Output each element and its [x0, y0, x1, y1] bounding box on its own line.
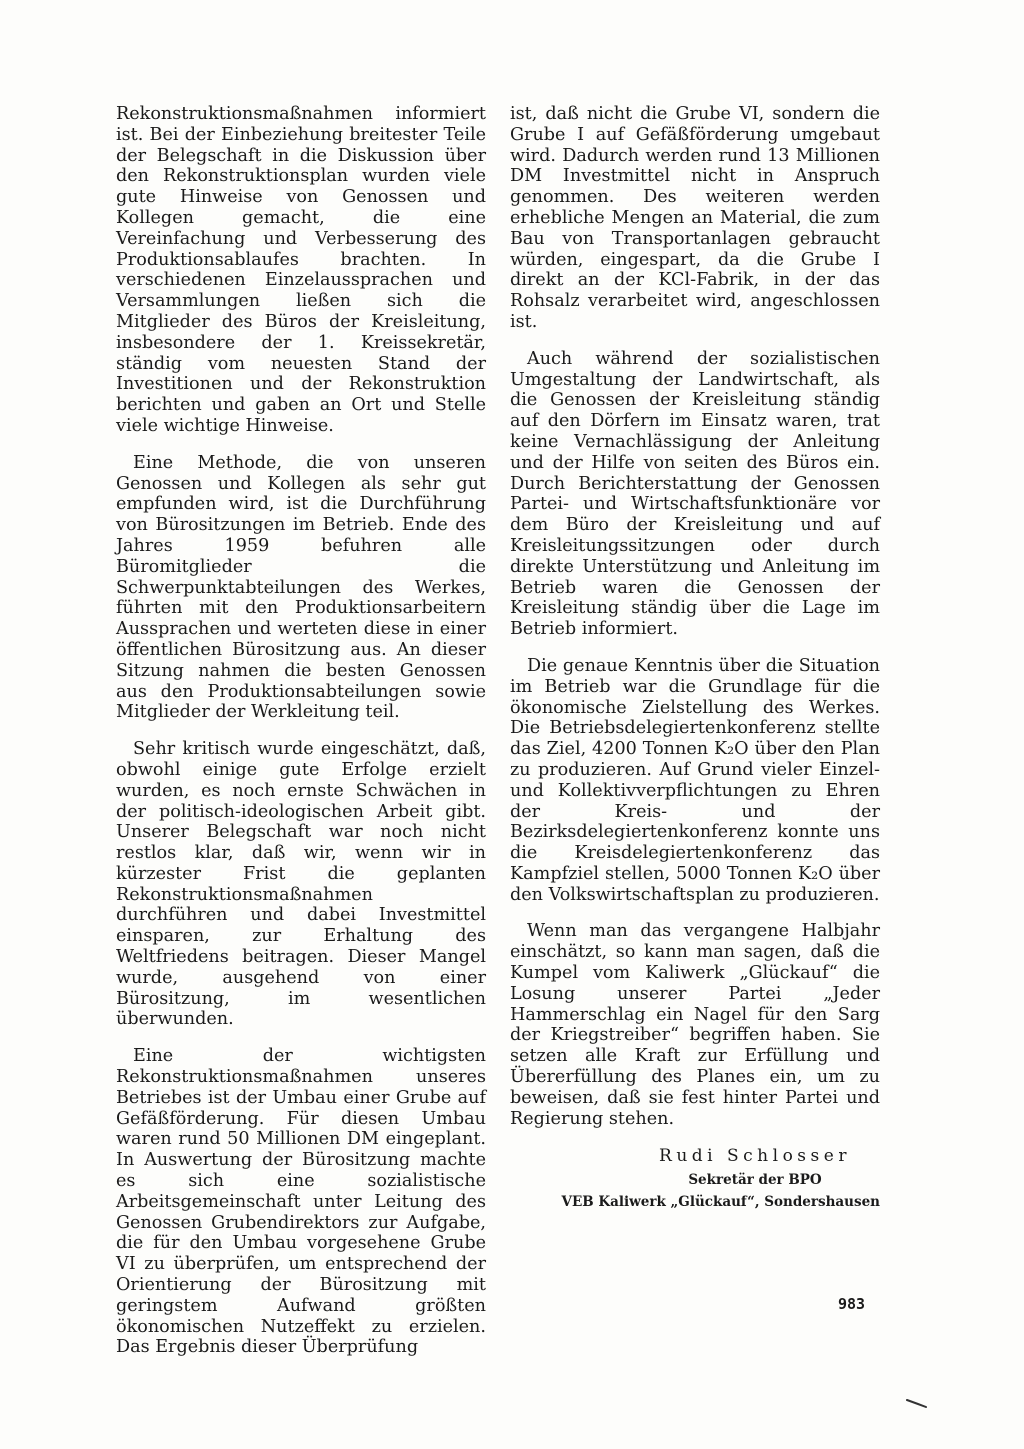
paragraph: Die genaue Kenntnis über die Situation im Betrieb war die Grundlage für die ökonomische Zielstellung des Werkes. Die Betriebsdelegiertenkonferenz stellte das Ziel, 4200 Tonnen K₂O über den Plan zu produzieren. Auf Grund vieler Einzel- und Kollektivverpflichtungen zu Ehren der Kreis- und der Bezirksdelegiertenkonferenz konnte uns die Kreisdelegiertenkonferenz das Kampfziel stellen, 5000 Tonnen K₂O über den Volkswirtschaftsplan zu produzieren. [510, 655, 880, 905]
paragraph: ist, daß nicht die Grube VI, sondern die Grube I auf Gefäßförderung umgebaut wird. Dadurch werden rund 13 Millionen DM Investmittel nicht in Anspruch genommen. Des weiteren werden erhebliche Mengen an Material, die zum Bau von Transportanlagen gebraucht würden, eingespart, da die Grube I direkt an der KCl-Fabrik, in der das Rohsalz verarbeitet wird, angeschlossen ist. [510, 104, 880, 332]
signature-block [510, 1145, 880, 1213]
author-name: Rudi Schlosser [659, 1146, 851, 1167]
right-column [510, 104, 880, 1213]
paragraph: Auch während der sozialistischen Umgestaltung der Landwirtschaft, als die Genossen der Kreisleitung ständig auf den Dörfern im Einsatz waren, trat keine Vernachlässigung der Anleitung und der Hilfe von seiten des Büros ein. Durch Berichterstattung der Genossen Partei- und Wirtschaftsfunktionäre vor dem Büro der Kreisleitung und auf Kreisleitungssitzungen oder durch direkte Unterstützung und Anleitung im Betrieb waren die Genossen der Kreisleitung ständig über die Lage im Betrieb informiert. [510, 348, 880, 640]
page-number: 983 [838, 1295, 866, 1313]
author-organization: VEB Kaliwerk „Glückauf“, Sondershausen [561, 1194, 880, 1211]
paragraph: Rekonstruktionsmaßnahmen informiert ist. Bei der Einbeziehung breitester Teile der Belegschaft in die Diskussion über den Rekonstruktionsplan wurden viele gute Hinweise von Genossen und Kollegen gemacht, die eine Vereinfachung und Verbesserung des Produktionsablaufes brachten. In verschiedenen Einzelaussprachen und Versammlungen ließen sich die Mitglieder des Büros der Kreisleitung, insbesondere der 1. Kreissekretär, ständig vom neuesten Stand der Investitionen und der Rekonstruktion berichten und gaben an Ort und Stelle viele wichtige Hinweise. [116, 104, 486, 436]
paragraph: Eine der wichtigsten Rekonstruktionsmaßnahmen unseres Betriebes ist der Umbau einer Grube auf Gefäßförderung. Für diesen Umbau waren rund 50 Millionen DM eingeplant. In Auswertung der Bürositzung machte es sich eine sozialistische Arbeitsgemeinschaft unter Leitung des Genossen Grubendirektors zur Aufgabe, die für den Umbau vorgesehene Grube VI zu überprüfen, um entsprechend der Orientierung der Bürositzung mit geringstem Aufwand größten ökonomischen Nutzeffekt zu erzielen. Das Ergebnis dieser Überprüfung [116, 1046, 486, 1358]
author-role: Sekretär der BPO [688, 1172, 822, 1189]
paragraph: Eine Methode, die von unseren Genossen und Kollegen als sehr gut empfunden wird, ist die Durchführung von Bürositzungen im Betrieb. Ende des Jahres 1959 befuhren alle Büromitglieder die Schwerpunktabteilungen des Werkes, führten mit den Produktionsarbeitern Aussprachen und werteten diese in einer öffentlichen Bürositzung aus. An dieser Sitzung nahmen die besten Genossen aus den Produktionsabteilungen sowie Mitglieder der Werkleitung teil. [116, 452, 486, 723]
ink-mark-icon [906, 1398, 928, 1408]
left-column [116, 104, 486, 1374]
paragraph: Sehr kritisch wurde eingeschätzt, daß, obwohl einige gute Erfolge erzielt wurden, es noch ernste Schwächen in der politisch-ideologischen Arbeit gibt. Unserer Belegschaft war noch nicht restlos klar, daß wir, wenn wir in kürzester Frist die geplanten Rekonstruktionsmaßnahmen durchführen und dabei Investmittel einsparen, zur Erhaltung des Weltfriedens beitragen. Dieser Mangel wurde, ausgehend von einer Bürositzung, im wesentlichen überwunden. [116, 739, 486, 1030]
paragraph: Wenn man das vergangene Halbjahr einschätzt, so kann man sagen, daß die Kumpel vom Kaliwerk „Glückauf“ die Losung unserer Partei „Jeder Hammerschlag ein Nagel für den Sarg der Kriegstreiber“ begriffen haben. Sie setzen alle Kraft zur Erfüllung und Übererfüllung des Planes ein, um zu beweisen, daß sie fest hinter Partei und Regierung stehen. [510, 921, 880, 1129]
